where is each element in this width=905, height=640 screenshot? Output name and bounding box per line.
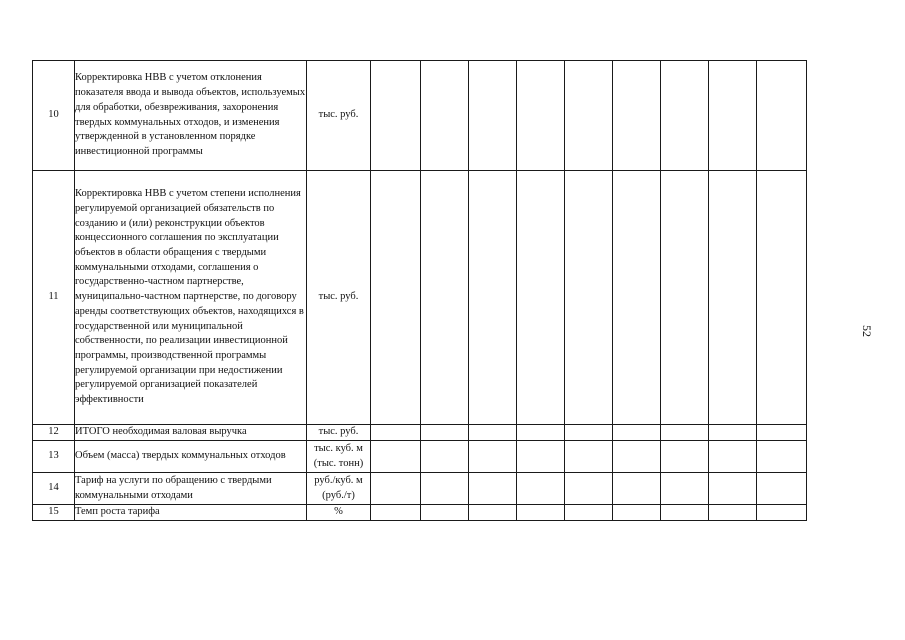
- value-cell: [565, 505, 613, 521]
- value-cell: [661, 61, 709, 171]
- row-unit: %: [307, 505, 371, 521]
- value-cell: [757, 61, 807, 171]
- table-row: [33, 441, 807, 473]
- value-cell: [661, 505, 709, 521]
- row-unit: тыс. руб.: [307, 425, 371, 441]
- value-cell: [421, 425, 469, 441]
- value-cell: [469, 61, 517, 171]
- row-number: 13: [33, 441, 75, 473]
- value-cell: [421, 505, 469, 521]
- value-cell: [371, 171, 421, 425]
- value-cell: [371, 441, 421, 473]
- value-cell: [613, 441, 661, 473]
- value-cell: [565, 441, 613, 473]
- page-number: 52: [860, 325, 874, 337]
- value-cell: [421, 171, 469, 425]
- value-cell: [371, 505, 421, 521]
- table-row: [33, 425, 807, 441]
- row-name: Объем (масса) твердых коммунальных отходов: [75, 441, 307, 473]
- value-cell: [421, 441, 469, 473]
- value-cell: [469, 441, 517, 473]
- value-cell: [709, 441, 757, 473]
- value-cell: [661, 425, 709, 441]
- value-cell: [469, 505, 517, 521]
- row-number: 12: [33, 425, 75, 441]
- value-cell: [469, 425, 517, 441]
- value-cell: [757, 171, 807, 425]
- row-name: ИТОГО необходимая валовая выручка: [75, 425, 307, 441]
- value-cell: [709, 171, 757, 425]
- value-cell: [469, 171, 517, 425]
- value-cell: [709, 505, 757, 521]
- value-cell: [757, 425, 807, 441]
- row-number: 15: [33, 505, 75, 521]
- value-cell: [371, 473, 421, 505]
- value-cell: [517, 61, 565, 171]
- row-name: Корректировка НВВ с учетом отклонения показателя ввода и вывода объектов, используемых для обработки, обезвреживания, захоронения твердых коммунальных отходов, и изменения утвержденной в установленном порядке инвестиционной программы: [75, 61, 307, 171]
- value-cell: [661, 441, 709, 473]
- value-cell: [371, 61, 421, 171]
- value-cell: [517, 505, 565, 521]
- row-unit: тыс. руб.: [307, 61, 371, 171]
- row-unit: тыс. руб.: [307, 171, 371, 425]
- value-cell: [661, 473, 709, 505]
- value-cell: [613, 473, 661, 505]
- value-cell: [517, 473, 565, 505]
- table-row: [33, 473, 807, 505]
- row-name: Корректировка НВВ с учетом степени исполнения регулируемой организацией обязательств по созданию и (или) реконструкции объектов концессионного соглашения по эксплуатации объектов в области обращения с твердыми коммунальными отходами, соглашения о государственно-частном партнерстве, муниципально-частном партнерстве, по договору аренды соответствующих объектов, находящихся в государственной или муниципальной собственности, по реализации инвестиционной программы, производственной программы регулируемой организации при недостижении регулируемой организацией показателей эффективности: [75, 171, 307, 425]
- value-cell: [757, 441, 807, 473]
- value-cell: [709, 473, 757, 505]
- value-cell: [565, 171, 613, 425]
- value-cell: [613, 171, 661, 425]
- value-cell: [757, 505, 807, 521]
- value-cell: [709, 425, 757, 441]
- value-cell: [565, 473, 613, 505]
- row-name: Тариф на услуги по обращению с твердыми коммунальными отходами: [75, 473, 307, 505]
- row-number: 10: [33, 61, 75, 171]
- value-cell: [613, 425, 661, 441]
- value-cell: [565, 61, 613, 171]
- value-cell: [469, 473, 517, 505]
- value-cell: [517, 425, 565, 441]
- value-cell: [757, 473, 807, 505]
- value-cell: [517, 171, 565, 425]
- value-cell: [371, 425, 421, 441]
- table-body: [33, 61, 807, 521]
- value-cell: [421, 473, 469, 505]
- value-cell: [517, 441, 565, 473]
- table-row: [33, 61, 807, 171]
- value-cell: [421, 61, 469, 171]
- table-row: [33, 505, 807, 521]
- value-cell: [613, 61, 661, 171]
- row-unit: тыс. куб. м (тыс. тонн): [307, 441, 371, 473]
- row-number: 11: [33, 171, 75, 425]
- row-unit: руб./куб. м (руб./т): [307, 473, 371, 505]
- value-cell: [565, 425, 613, 441]
- value-cell: [709, 61, 757, 171]
- table-row: [33, 171, 807, 425]
- tariff-table: [32, 60, 807, 521]
- row-number: 14: [33, 473, 75, 505]
- row-name: Темп роста тарифа: [75, 505, 307, 521]
- value-cell: [661, 171, 709, 425]
- value-cell: [613, 505, 661, 521]
